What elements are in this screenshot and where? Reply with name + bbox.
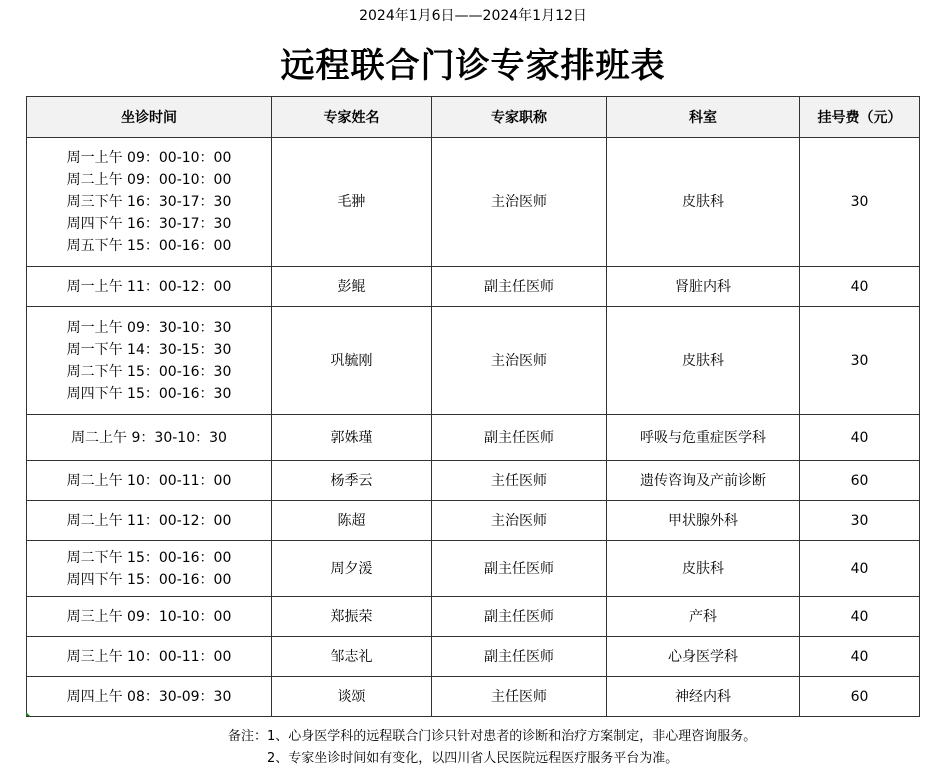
- department-cell: 皮肤科: [607, 138, 800, 267]
- time-slot: 周二上午 9：30-10：30: [71, 429, 227, 446]
- fee-cell: 40: [800, 637, 920, 677]
- expert-title-cell: 副主任医师: [432, 415, 607, 461]
- time-cell: [27, 415, 272, 461]
- expert-name-cell: 郑振荣: [272, 597, 432, 637]
- fee-cell: 40: [800, 267, 920, 307]
- column-header-dept: 科室: [607, 97, 800, 138]
- expert-title-cell: 副主任医师: [432, 267, 607, 307]
- fee-cell: 40: [800, 597, 920, 637]
- time-slot: 周一上午 11：00-12：00: [66, 278, 232, 295]
- table-row: [27, 597, 920, 637]
- department-cell: 呼吸与危重症医学科: [607, 415, 800, 461]
- table-row: [27, 461, 920, 501]
- time-slot: 周二下午 15：00-16：30: [66, 363, 232, 380]
- table-row: [27, 415, 920, 461]
- table-row: [27, 501, 920, 541]
- column-header-name: 专家姓名: [272, 97, 432, 138]
- department-cell: 心身医学科: [607, 637, 800, 677]
- fee-cell: 30: [800, 307, 920, 415]
- department-cell: 甲状腺外科: [607, 501, 800, 541]
- department-cell: 神经内科: [607, 677, 800, 717]
- expert-name-cell: 毛翀: [272, 138, 432, 267]
- time-cell: [27, 597, 272, 637]
- time-slot: 周一上午 09：00-10：00: [66, 150, 232, 166]
- time-cell: [27, 541, 272, 597]
- page-title: 远程联合门诊专家排班表: [280, 46, 666, 86]
- time-slot: 周五下午 15：00-16：00: [66, 238, 232, 254]
- expert-name-cell: 杨季云: [272, 461, 432, 501]
- footnote-1: 备注：1、心身医学科的远程联合门诊只针对患者的诊断和治疗方案制定，非心理咨询服务。: [228, 729, 757, 744]
- expert-title-cell: 副主任医师: [432, 597, 607, 637]
- table-row: [27, 541, 920, 597]
- expert-name-cell: 谈颂: [272, 677, 432, 717]
- expert-title-cell: 副主任医师: [432, 637, 607, 677]
- time-slot: 周一下午 14：30-15：30: [66, 341, 232, 358]
- fee-cell: 40: [800, 415, 920, 461]
- expert-title-cell: 主任医师: [432, 461, 607, 501]
- time-slot: 周一上午 09：30-10：30: [66, 319, 232, 336]
- time-slot: 周三下午 16：30-17：30: [66, 194, 232, 210]
- expert-title-cell: 副主任医师: [432, 541, 607, 597]
- department-cell: 皮肤科: [607, 541, 800, 597]
- time-cell: [27, 637, 272, 677]
- expert-name-cell: 邹志礼: [272, 637, 432, 677]
- fee-cell: 40: [800, 541, 920, 597]
- expert-title-cell: 主治医师: [432, 307, 607, 415]
- time-slot: 周二下午 15：00-16：00: [66, 549, 232, 566]
- table-row: [27, 677, 920, 717]
- time-slot: 周四下午 15：00-16：00: [66, 571, 232, 588]
- department-cell: 皮肤科: [607, 307, 800, 415]
- table-row: [27, 138, 920, 267]
- expert-title-cell: 主治医师: [432, 501, 607, 541]
- fee-cell: 60: [800, 461, 920, 501]
- table-row: [27, 637, 920, 677]
- time-slot: 周二上午 10：00-11：00: [66, 472, 232, 489]
- expert-title-cell: 主治医师: [432, 138, 607, 267]
- time-cell: [27, 267, 272, 307]
- table-header-row: [27, 97, 920, 138]
- expert-name-cell: 巩毓刚: [272, 307, 432, 415]
- time-slot: 周三上午 09：10-10：00: [66, 608, 232, 625]
- table-row: [27, 267, 920, 307]
- expert-name-cell: 陈超: [272, 501, 432, 541]
- expert-name-cell: 彭鲲: [272, 267, 432, 307]
- department-cell: 肾脏内科: [607, 267, 800, 307]
- time-cell: [27, 138, 272, 267]
- table-row: [27, 307, 920, 415]
- department-cell: 产科: [607, 597, 800, 637]
- time-slot: 周四下午 15：00-16：30: [66, 385, 232, 402]
- time-cell: [27, 307, 272, 415]
- fee-cell: 30: [800, 138, 920, 267]
- footnotes: [228, 726, 756, 770]
- footnote-2: 2、专家坐诊时间如有变化，以四川省人民医院远程医疗服务平台为准。: [267, 751, 679, 766]
- expert-title-cell: 主任医师: [432, 677, 607, 717]
- expert-name-cell: 周夕湲: [272, 541, 432, 597]
- time-cell: [27, 677, 272, 717]
- time-slot: 周三上午 10：00-11：00: [66, 648, 232, 665]
- column-header-time: 坐诊时间: [27, 97, 272, 138]
- time-slot: 周四上午 08：30-09：30: [66, 688, 232, 705]
- cell-corner-marker: [26, 712, 30, 716]
- date-range: 2024年1月6日——2024年1月12日: [359, 8, 587, 24]
- time-cell: [27, 501, 272, 541]
- time-cell: [27, 461, 272, 501]
- time-slot: 周四下午 16：30-17：30: [66, 216, 232, 232]
- schedule-table: [26, 96, 920, 717]
- time-slot: 周二上午 09：00-10：00: [66, 172, 232, 188]
- time-slot: 周二上午 11：00-12：00: [66, 512, 232, 529]
- fee-cell: 30: [800, 501, 920, 541]
- expert-name-cell: 郭姝瑾: [272, 415, 432, 461]
- column-header-title: 专家职称: [432, 97, 607, 138]
- department-cell: 遗传咨询及产前诊断: [607, 461, 800, 501]
- fee-cell: 60: [800, 677, 920, 717]
- column-header-fee: 挂号费（元）: [800, 97, 920, 138]
